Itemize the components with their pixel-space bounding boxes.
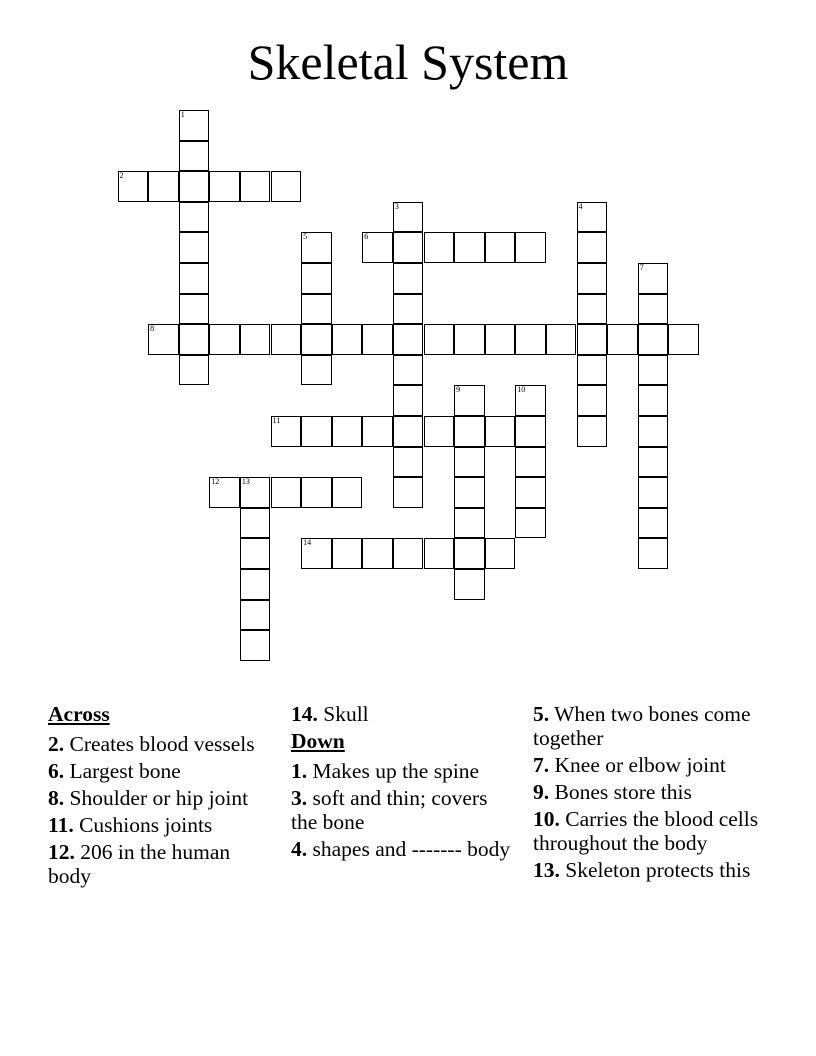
grid-cell[interactable] bbox=[424, 232, 455, 263]
down-header: Down bbox=[291, 729, 345, 753]
grid-cell[interactable] bbox=[179, 110, 210, 141]
clue-number: 5. bbox=[533, 702, 550, 726]
grid-cell[interactable] bbox=[301, 232, 332, 263]
grid-cell[interactable] bbox=[607, 324, 638, 355]
clue-number: 9. bbox=[533, 780, 550, 804]
grid-cell[interactable] bbox=[332, 538, 363, 569]
grid-cell[interactable] bbox=[577, 294, 608, 325]
grid-cell[interactable] bbox=[301, 324, 332, 355]
clue-down-7 bbox=[533, 753, 761, 777]
grid-cell[interactable] bbox=[301, 538, 332, 569]
grid-cell[interactable] bbox=[393, 416, 424, 447]
puzzle-title: Skeletal System bbox=[247, 34, 569, 90]
grid-cell[interactable] bbox=[240, 630, 271, 661]
grid-cell[interactable] bbox=[179, 202, 210, 233]
grid-cell[interactable] bbox=[179, 294, 210, 325]
grid-cell[interactable] bbox=[515, 385, 546, 416]
clue-text: When two bones come together bbox=[533, 702, 751, 750]
clue-column-3 bbox=[533, 702, 761, 885]
grid-cell[interactable] bbox=[424, 416, 455, 447]
clue-across-2 bbox=[48, 732, 276, 756]
grid-cell[interactable] bbox=[393, 324, 424, 355]
grid-cell[interactable] bbox=[577, 385, 608, 416]
grid-cell[interactable] bbox=[454, 385, 485, 416]
clue-text: Makes up the spine bbox=[312, 759, 480, 783]
grid-cell[interactable] bbox=[301, 477, 332, 508]
grid-cell[interactable] bbox=[515, 324, 546, 355]
clue-text: Skeleton protects this bbox=[565, 858, 751, 882]
grid-cell[interactable] bbox=[271, 416, 302, 447]
grid-cell[interactable] bbox=[240, 508, 271, 539]
grid-cell[interactable] bbox=[148, 171, 179, 202]
grid-cell[interactable] bbox=[577, 263, 608, 294]
clue-across-14 bbox=[291, 702, 519, 726]
grid-cell[interactable] bbox=[240, 477, 271, 508]
grid-cell[interactable] bbox=[638, 263, 669, 294]
grid-cell[interactable] bbox=[301, 263, 332, 294]
grid-cell[interactable] bbox=[179, 232, 210, 263]
cell-number: 14 bbox=[303, 538, 312, 548]
grid-cell[interactable] bbox=[485, 538, 516, 569]
grid-cell[interactable] bbox=[424, 324, 455, 355]
grid-cell[interactable] bbox=[332, 477, 363, 508]
grid-cell[interactable] bbox=[179, 141, 210, 172]
cell-number: 13 bbox=[241, 477, 250, 487]
grid-cell[interactable] bbox=[638, 538, 669, 569]
across-header: Across bbox=[48, 702, 110, 726]
clue-column-1 bbox=[48, 702, 276, 891]
clue-number: 4. bbox=[291, 837, 308, 861]
grid-cell[interactable] bbox=[485, 324, 516, 355]
grid-cell[interactable] bbox=[454, 569, 485, 600]
grid-cell[interactable] bbox=[118, 171, 149, 202]
grid-cell[interactable] bbox=[515, 447, 546, 478]
grid-cell[interactable] bbox=[638, 447, 669, 478]
cell-number: 4 bbox=[578, 201, 583, 211]
clue-number: 14. bbox=[291, 702, 318, 726]
grid-cell[interactable] bbox=[515, 477, 546, 508]
grid-cell[interactable] bbox=[362, 416, 393, 447]
grid-cell[interactable] bbox=[362, 538, 393, 569]
clue-text: Carries the blood cells throughout the body bbox=[533, 807, 759, 855]
grid-cell[interactable] bbox=[454, 324, 485, 355]
grid-cell[interactable] bbox=[271, 324, 302, 355]
clue-down-13 bbox=[533, 858, 761, 882]
grid-cell[interactable] bbox=[240, 324, 271, 355]
cell-number: 12 bbox=[211, 477, 220, 487]
cell-number: 7 bbox=[639, 263, 644, 272]
clue-number: 8. bbox=[48, 786, 65, 810]
grid-cell[interactable] bbox=[485, 232, 516, 263]
cell-number: 1 bbox=[180, 110, 185, 119]
grid-cell[interactable] bbox=[668, 324, 699, 355]
grid-cell[interactable] bbox=[240, 600, 271, 631]
grid-cell[interactable] bbox=[332, 416, 363, 447]
grid-cell[interactable] bbox=[638, 385, 669, 416]
grid-cell[interactable] bbox=[240, 569, 271, 600]
grid-cell[interactable] bbox=[454, 232, 485, 263]
clue-down-4 bbox=[291, 837, 519, 861]
grid-cell[interactable] bbox=[393, 538, 424, 569]
clue-text: Skull bbox=[323, 702, 369, 726]
clue-text: 206 in the human body bbox=[48, 840, 231, 888]
clue-number: 13. bbox=[533, 858, 560, 882]
cell-number: 11 bbox=[272, 416, 281, 425]
grid-cell[interactable] bbox=[301, 416, 332, 447]
grid-cell[interactable] bbox=[179, 355, 210, 386]
clue-number: 6. bbox=[48, 759, 65, 783]
grid-cell[interactable] bbox=[424, 538, 455, 569]
grid-cell[interactable] bbox=[393, 263, 424, 294]
clue-text: Cushions joints bbox=[79, 813, 213, 837]
cell-number: 9 bbox=[456, 385, 461, 395]
grid-cell[interactable] bbox=[638, 508, 669, 539]
cell-number: 10 bbox=[517, 385, 526, 395]
clue-number: 10. bbox=[533, 807, 560, 831]
clue-down-10 bbox=[533, 807, 761, 855]
grid-cell[interactable] bbox=[638, 324, 669, 355]
cell-number: 6 bbox=[364, 232, 369, 242]
grid-cell[interactable] bbox=[638, 294, 669, 325]
clue-number: 7. bbox=[533, 753, 550, 777]
grid-cell[interactable] bbox=[271, 477, 302, 508]
grid-cell[interactable] bbox=[454, 508, 485, 539]
grid-cell[interactable] bbox=[515, 508, 546, 539]
grid-cell[interactable] bbox=[393, 232, 424, 263]
clue-number: 11. bbox=[48, 813, 74, 837]
grid-cell[interactable] bbox=[271, 171, 302, 202]
clue-text: Bones store this bbox=[554, 780, 692, 804]
grid-cell[interactable] bbox=[301, 355, 332, 386]
grid-cell[interactable] bbox=[454, 538, 485, 569]
grid-cell[interactable] bbox=[515, 416, 546, 447]
cell-number: 8 bbox=[150, 324, 155, 334]
grid-cell[interactable] bbox=[209, 171, 240, 202]
clue-text: Shoulder or hip joint bbox=[69, 786, 249, 810]
grid-cell[interactable] bbox=[393, 477, 424, 508]
grid-cell[interactable] bbox=[332, 324, 363, 355]
grid-cell[interactable] bbox=[301, 294, 332, 325]
clue-across-8 bbox=[48, 786, 276, 810]
clue-text: soft and thin; covers the bone bbox=[291, 786, 488, 834]
cell-number: 5 bbox=[303, 232, 308, 242]
grid-cell[interactable] bbox=[577, 232, 608, 263]
clue-across-6 bbox=[48, 759, 276, 783]
grid-cell[interactable] bbox=[240, 538, 271, 569]
clue-number: 3. bbox=[291, 786, 308, 810]
grid-cell[interactable] bbox=[515, 232, 546, 263]
grid-cell[interactable] bbox=[179, 263, 210, 294]
grid-cell[interactable] bbox=[209, 477, 240, 508]
grid-cell[interactable] bbox=[148, 324, 179, 355]
clue-number: 2. bbox=[48, 732, 65, 756]
grid-cell[interactable] bbox=[454, 416, 485, 447]
clue-text: Knee or elbow joint bbox=[554, 753, 726, 777]
grid-cell[interactable] bbox=[485, 416, 516, 447]
clue-down-3 bbox=[291, 786, 519, 834]
clue-number: 12. bbox=[48, 840, 75, 864]
clue-column-2 bbox=[291, 702, 519, 864]
grid-cell[interactable] bbox=[362, 232, 393, 263]
grid-cell[interactable] bbox=[393, 294, 424, 325]
grid-cell[interactable] bbox=[638, 355, 669, 386]
clue-text: Creates blood vessels bbox=[69, 732, 255, 756]
cell-number: 3 bbox=[394, 201, 399, 211]
clue-across-12 bbox=[48, 840, 276, 888]
clue-text: Largest bone bbox=[69, 759, 181, 783]
clue-across-11 bbox=[48, 813, 276, 837]
grid-cell[interactable] bbox=[362, 324, 393, 355]
clue-number: 1. bbox=[291, 759, 308, 783]
grid-cell[interactable] bbox=[240, 171, 271, 202]
grid-cell[interactable] bbox=[638, 416, 669, 447]
cell-number: 2 bbox=[119, 171, 124, 181]
grid-cell[interactable] bbox=[577, 324, 608, 355]
clue-down-1 bbox=[291, 759, 519, 783]
grid-cell[interactable] bbox=[638, 477, 669, 508]
grid-cell[interactable] bbox=[577, 416, 608, 447]
grid-cell[interactable] bbox=[179, 171, 210, 202]
clue-down-9 bbox=[533, 780, 761, 804]
grid-cell[interactable] bbox=[209, 324, 240, 355]
grid-cell[interactable] bbox=[577, 355, 608, 386]
grid-cell[interactable] bbox=[546, 324, 577, 355]
grid-cell[interactable] bbox=[179, 324, 210, 355]
grid-cell[interactable] bbox=[393, 202, 424, 233]
grid-cell[interactable] bbox=[393, 447, 424, 478]
grid-cell[interactable] bbox=[393, 355, 424, 386]
clue-text: shapes and ------- body bbox=[312, 837, 511, 861]
grid-cell[interactable] bbox=[393, 385, 424, 416]
grid-cell[interactable] bbox=[454, 477, 485, 508]
clue-down-5 bbox=[533, 702, 761, 750]
grid-cell[interactable] bbox=[454, 447, 485, 478]
grid-cell[interactable] bbox=[577, 202, 608, 233]
